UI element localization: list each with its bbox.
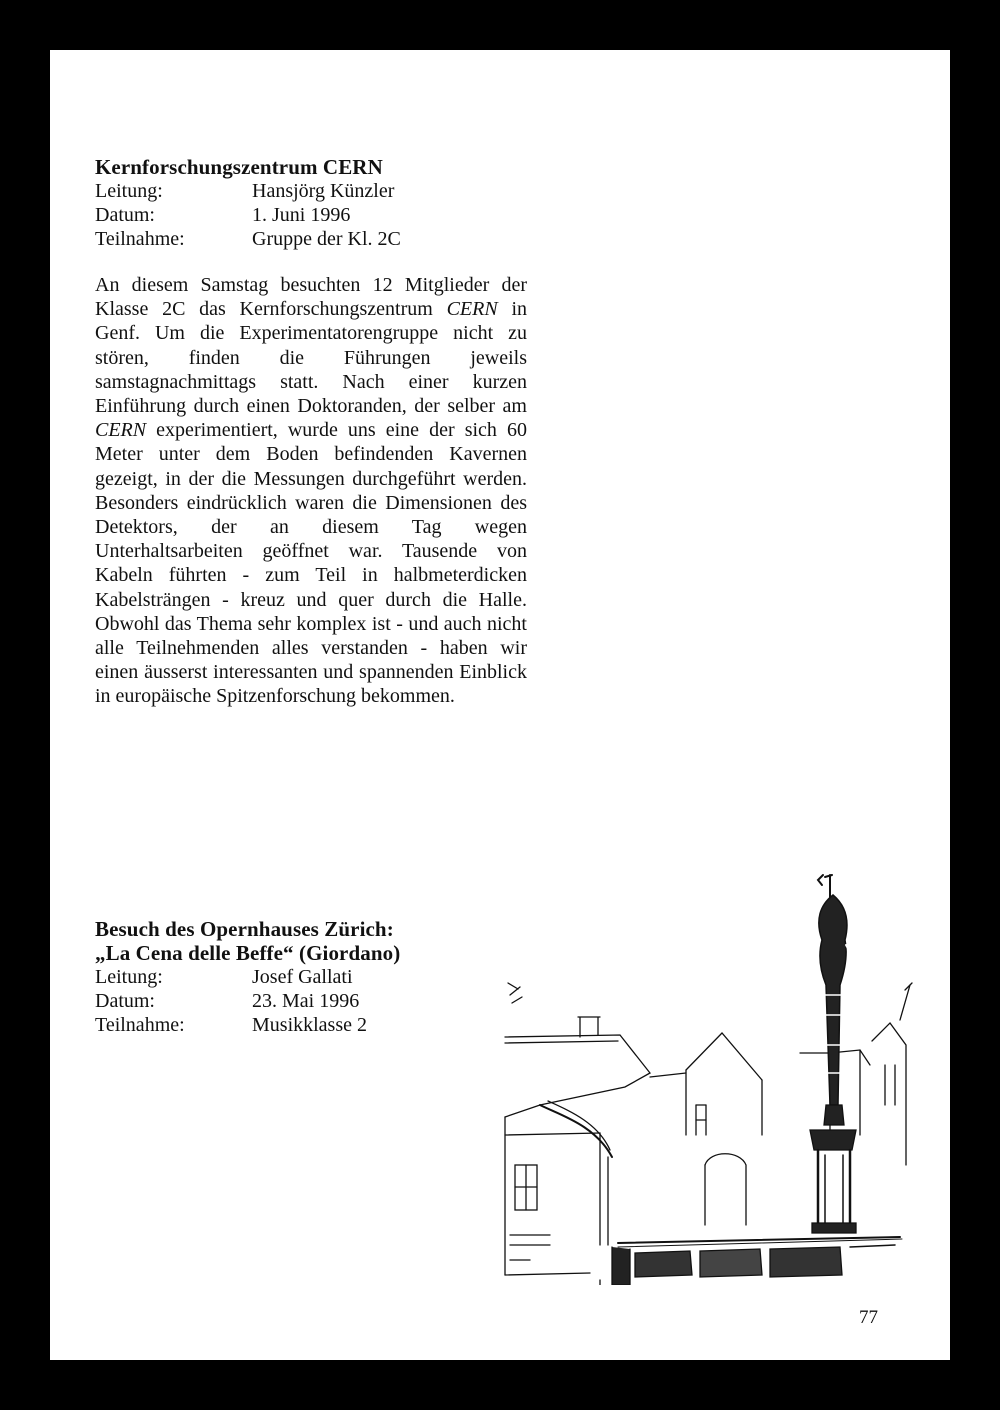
meta-value: Gruppe der Kl. 2C	[252, 228, 401, 250]
cern-title: Kernforschungszentrum CERN	[95, 155, 383, 179]
page-number: 77	[859, 1307, 878, 1328]
meta-row-leitung	[95, 179, 527, 203]
meta-row-teilnahme	[95, 1013, 527, 1037]
opera-title-line2: „La Cena delle Beffe“ (Giordano)	[95, 941, 401, 965]
opera-section	[95, 917, 527, 1037]
meta-row-teilnahme	[95, 227, 527, 251]
opera-meta	[95, 965, 527, 1037]
meta-label: Leitung:	[95, 966, 163, 988]
cern-paragraph	[95, 273, 527, 709]
meta-label: Teilnahme:	[95, 228, 185, 250]
fountain-sketch-illustration	[500, 805, 920, 1285]
page	[50, 50, 950, 1360]
meta-label: Datum:	[95, 204, 155, 226]
meta-label: Leitung:	[95, 180, 163, 202]
meta-label: Teilnahme:	[95, 1014, 185, 1036]
meta-value: 23. Mai 1996	[252, 990, 360, 1012]
cern-emphasis: CERN	[446, 298, 498, 321]
meta-value: Hansjörg Künzler	[252, 180, 395, 202]
meta-row-leitung	[95, 965, 527, 989]
meta-value: Musikklasse 2	[252, 1014, 367, 1036]
meta-row-datum	[95, 203, 527, 227]
meta-value: Josef Gallati	[252, 966, 353, 988]
meta-row-datum	[95, 989, 527, 1013]
meta-label: Datum:	[95, 990, 155, 1012]
cern-section	[95, 155, 527, 709]
cern-body-text	[95, 273, 527, 709]
cern-emphasis: CERN	[95, 419, 147, 442]
body-text-part: An diesem Samstag besuchten 12 Mitglieder der Klasse 2C das Kernforschungszentrum	[95, 274, 527, 321]
meta-value: 1. Juni 1996	[252, 204, 351, 226]
opera-title-line1: Besuch des Opernhauses Zürich:	[95, 917, 394, 941]
body-text-part: in Genf. Um die Experimentatorengruppe nicht zu stören, finden die Führungen jeweils samstagnachmittags statt. Nach einer kurzen Einführung durch einen Doktoranden, der selber am	[95, 298, 528, 418]
cern-meta	[95, 179, 527, 251]
body-text-part: experimentiert, wurde uns eine der sich 60 Meter unter dem Boden befindenden Kavernen gezeigt, in der die Messungen durchgeführt werden. Besonders eindrücklich waren die Dimensionen des Detektors, der an diesem Tag wegen Unterhaltsarbeiten geöffnet war. Tausende von Kabeln führten - zum Teil in halbmeterdicken Kabelsträngen - kreuz und quer durch die Halle. Obwohl das Thema sehr komplex ist - und auch nicht alle Teilnehmenden alles verstanden - haben wir einen äusserst interessanten und spannenden Einblick in europäische Spitzenforschung bekommen.	[95, 419, 527, 708]
